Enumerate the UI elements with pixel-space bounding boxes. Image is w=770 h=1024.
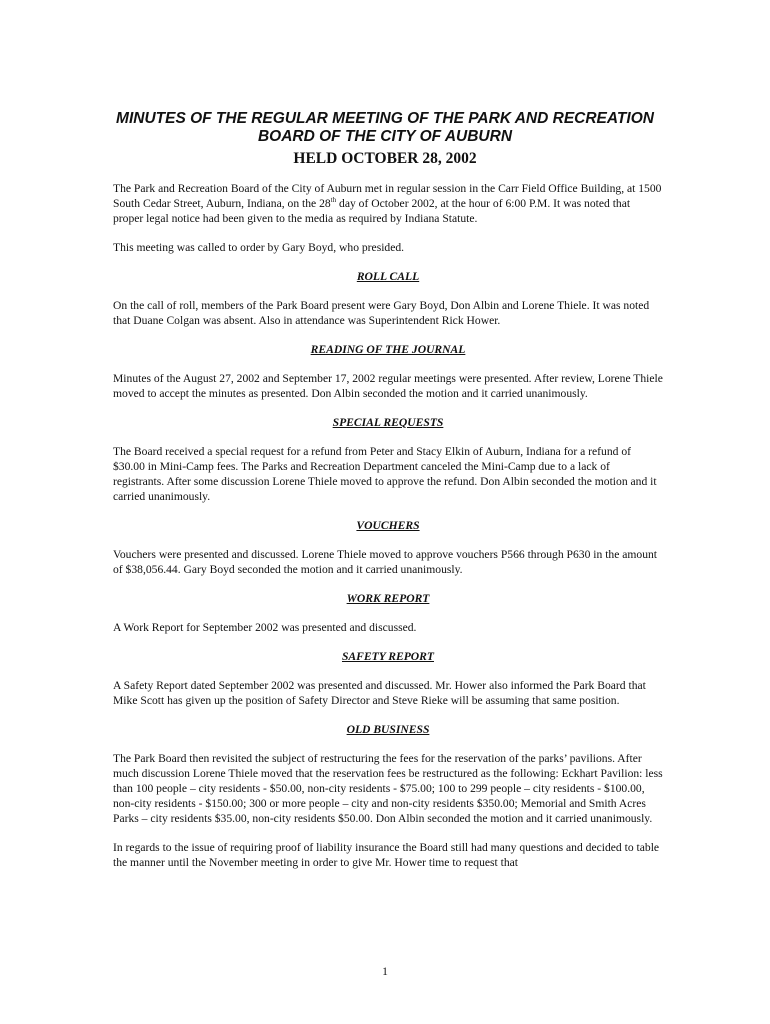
meeting-date-heading: HELD OCTOBER 28, 2002 [293, 150, 477, 167]
reading-journal-paragraph: Minutes of the August 27, 2002 and September 17, 2002 regular meetings were presented. After review, Lorene Thiele moved to accept the minutes as presented. Don Albin seconded the motion and it carried unanimously. [113, 372, 663, 400]
old-business-insurance-paragraph: In regards to the issue of requiring proof of liability insurance the Board still had many questions and decided to table the manner until the November meeting in order to give Mr. Hower time to request that [113, 841, 660, 869]
vouchers-paragraph: Vouchers were presented and discussed. Lorene Thiele moved to approve vouchers P566 through P630 in the amount of $38,056.44. Gary Boyd seconded the motion and it carried unanimously. [113, 548, 658, 576]
document-body [113, 181, 663, 884]
intro-text-start: The Park and Recreation Board of the City of Auburn met in regular session in the Carr Field Office Building, at 1500 South Cedar Street, Auburn, Indiana, on the 28 [113, 182, 662, 210]
document-title-line-2: BOARD OF THE CITY OF AUBURN [257, 128, 513, 145]
special-requests-heading: SPECIAL REQUESTS [332, 416, 444, 429]
date-ordinal-suffix: th [330, 196, 337, 205]
work-report-paragraph: A Work Report for September 2002 was presented and discussed. [113, 621, 417, 634]
special-requests-paragraph: The Board received a special request for a refund from Peter and Stacy Elkin of Auburn, Indiana for a refund of $30.00 in Mini-Camp fees. The Parks and Recreation Department canceled the Mini-Camp due to a lack of registrants. After some discussion Lorene Thiele moved to approve the refund. Don Albin seconded the motion and it carried unanimously. [113, 445, 657, 503]
work-report-heading: WORK REPORT [346, 592, 430, 605]
document-title-line-1: MINUTES OF THE REGULAR MEETING OF THE PARK AND RECREATION [116, 110, 654, 127]
vouchers-heading: VOUCHERS [356, 519, 420, 532]
old-business-heading: OLD BUSINESS [346, 723, 430, 736]
intro-text-end: day of October 2002, at the hour of 6:00 P.M. It was noted that proper legal notice had been given to the media as required by Indiana Statute. [113, 197, 631, 225]
old-business-fees-paragraph: The Park Board then revisited the subject of restructuring the fees for the reservation of the parks’ pavilions. After much discussion Lorene Thiele moved that the reservation fees be restructured as the following: Eckhart Pavilion: less than 100 people – city residents - $50.00, non-city residents - $75.00; 100 to 299 people – city residents - $100.00, non-city residents - $150.00; 300 or more people – city and non-city residents $350.00; Memorial and Smith Acres Parks – city residents $35.00, non-city residents $50.00. Don Albin seconded the motion and it carried unanimously. [113, 752, 663, 825]
page-number: 1 [382, 965, 388, 978]
intro-paragraph [113, 181, 663, 226]
safety-report-paragraph: A Safety Report dated September 2002 was presented and discussed. Mr. Hower also informed the Park Board that Mike Scott has given up the position of Safety Director and Steve Rieke will be assuming that same position. [113, 679, 646, 707]
reading-journal-heading: READING OF THE JOURNAL [310, 343, 466, 356]
roll-call-paragraph: On the call of roll, members of the Park Board present were Gary Boyd, Don Albin and Lorene Thiele. It was noted that Duane Colgan was absent. Also in attendance was Superintendent Rick Hower. [113, 299, 650, 327]
roll-call-heading: ROLL CALL [356, 270, 420, 283]
called-to-order-paragraph: This meeting was called to order by Gary Boyd, who presided. [113, 241, 405, 254]
safety-report-heading: SAFETY REPORT [341, 650, 434, 663]
